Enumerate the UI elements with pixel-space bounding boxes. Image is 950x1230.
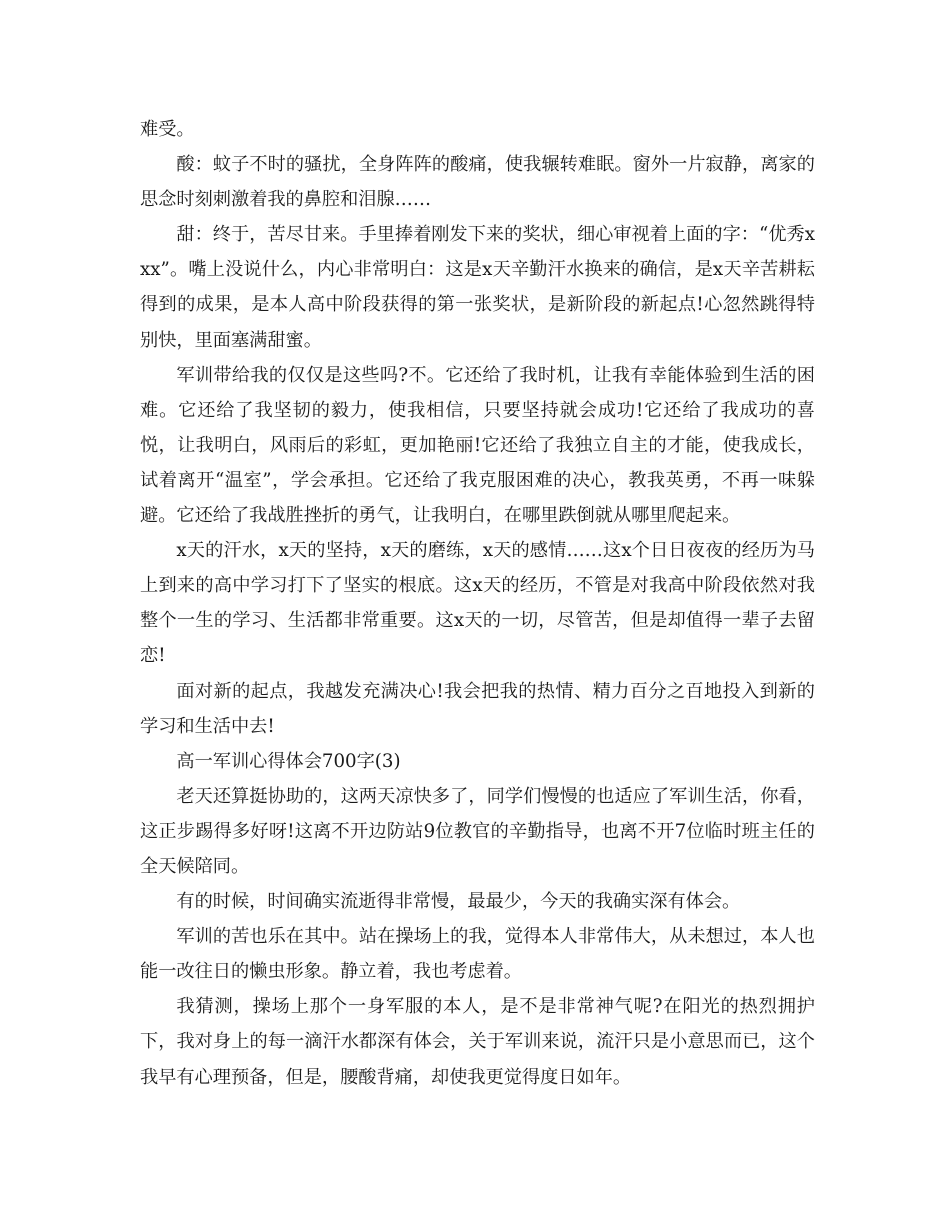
paragraph-sweet: 甜：终于，苦尽甘来。手里捧着刚发下来的奖状，细心审视着上面的字：“优秀xxx”。嘴上没说什么，内心非常明白：这是x天辛勤汗水换来的确信，是x天辛苦耕耘得到的成果，是本人高中阶段获得的第一张奖状，是新阶段的新起点!心忽然跳得特别快，里面塞满甜蜜。 xyxy=(140,224,815,351)
paragraph-joy-in-hardship: 军训的苦也乐在其中。站在操场上的我，觉得本人非常伟大，从未想过，本人也能一改往日的懒虫形象。静立着，我也考虑着。 xyxy=(140,926,815,983)
paragraph-guess: 我猜测，操场上那个一身军服的本人，是不是非常神气呢?在阳光的热烈拥护下，我对身上的每一滴汗水都深有体会，关于军训来说，流汗只是小意思而已，这个我早有心理预备，但是，腰酸背痛，却使我更觉得度日如年。 xyxy=(140,996,815,1088)
paragraph-sour: 酸：蚊子不时的骚扰，全身阵阵的酸痛，使我辗转难眠。窗外一片寂静，离家的思念时刻刺激着我的鼻腔和泪腺…… xyxy=(140,154,815,211)
document-body xyxy=(140,112,815,1095)
paragraph-days-summary: x天的汗水，x天的坚持，x天的磨练，x天的感情……这x个日日夜夜的经历为马上到来的高中学习打下了坚实的根底。这x天的经历，不管是对我高中阶段依然对我整个一生的学习、生活都非常重要。这x天的一切，尽管苦，但是却值得一辈子去留恋! xyxy=(140,540,815,667)
section-heading: 高一军训心得体会700字(3) xyxy=(176,750,401,772)
paragraph-time: 有的时候，时间确实流逝得非常慢，最最少，今天的我确实深有体会。 xyxy=(176,891,741,913)
paragraph-weather: 老天还算挺协助的，这两天凉快多了，同学们慢慢的也适应了军训生活，你看，这正步踢得多好呀!这离不开边防站9位教官的辛勤指导，也离不开7位临时班主任的全天候陪同。 xyxy=(140,785,815,877)
paragraph-continuation: 难受。 xyxy=(140,119,195,140)
paragraph-military-gifts: 军训带给我的仅仅是这些吗?不。它还给了我时机，让我有幸能体验到生活的困难。它还给了我坚韧的毅力，使我相信，只要坚持就会成功!它还给了我成功的喜悦，让我明白，风雨后的彩虹，更加艳丽!它还给了我独立自主的才能，使我成长，试着离开“温室”，学会承担。它还给了我克服困难的决心，教我英勇，不再一味躲避。它还给了我战胜挫折的勇气，让我明白，在哪里跌倒就从哪里爬起来。 xyxy=(140,364,815,527)
paragraph-new-start: 面对新的起点，我越发充满决心!我会把我的热情、精力百分之百地投入到新的学习和生活中去! xyxy=(140,680,815,737)
